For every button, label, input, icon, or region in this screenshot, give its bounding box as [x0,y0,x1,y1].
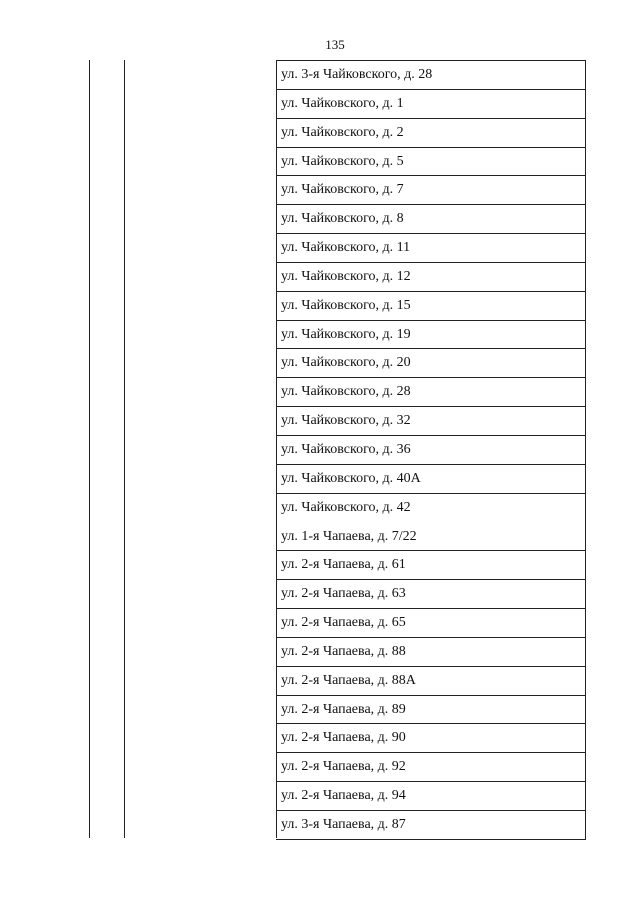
table-row: ул. Чайковского, д. 36 [276,436,585,465]
table-row: ул. Чайковского, д. 40А [276,465,585,494]
table-row: ул. 2-я Чапаева, д. 92 [276,753,585,782]
table-row: ул. 3-я Чапаева, д. 87 [276,811,585,840]
page-number: 135 [325,37,345,52]
table-row: ул. 2-я Чапаева, д. 65 [276,609,585,638]
table-row: ул. 2-я Чапаева, д. 88А [276,667,585,696]
table-row: ул. 2-я Чапаева, д. 88 [276,638,585,667]
table-row: ул. Чайковского, д. 8 [276,205,585,234]
table-column-border-left [89,60,90,838]
table-row: ул. Чайковского, д. 19 [276,321,585,350]
address-table [276,60,586,840]
table-row: ул. Чайковского, д. 5 [276,148,585,177]
table-row: ул. Чайковского, д. 42 [281,499,411,515]
table-row: ул. Чайковского, д. 11 [276,234,585,263]
table-row: ул. Чайковского, д. 15 [276,292,585,321]
table-row: ул. Чайковского, д. 28 [276,378,585,407]
table-row: ул. 2-я Чапаева, д. 61 [276,551,585,580]
table-row: ул. 2-я Чапаева, д. 63 [276,580,585,609]
table-row: ул. Чайковского, д. 7 [276,176,585,205]
table-row: ул. Чайковского, д. 32 [276,407,585,436]
table-column-border-second [124,60,125,838]
table-row: ул. Чайковского, д. 12 [276,263,585,292]
table-row: ул. 3-я Чайковского, д. 28 [276,61,585,90]
table-row: ул. 1-я Чапаева, д. 7/22 [276,523,585,552]
table-row: ул. 2-я Чапаева, д. 94 [276,782,585,811]
table-row: ул. Чайковского, д. 2 [276,119,585,148]
table-row: ул. Чайковского, д. 20 [276,349,585,378]
table-row: ул. Чайковского, д. 1 [276,90,585,119]
table-row: ул. 2-я Чапаева, д. 90 [276,724,585,753]
table-row: ул. 2-я Чапаева, д. 89 [276,696,585,725]
